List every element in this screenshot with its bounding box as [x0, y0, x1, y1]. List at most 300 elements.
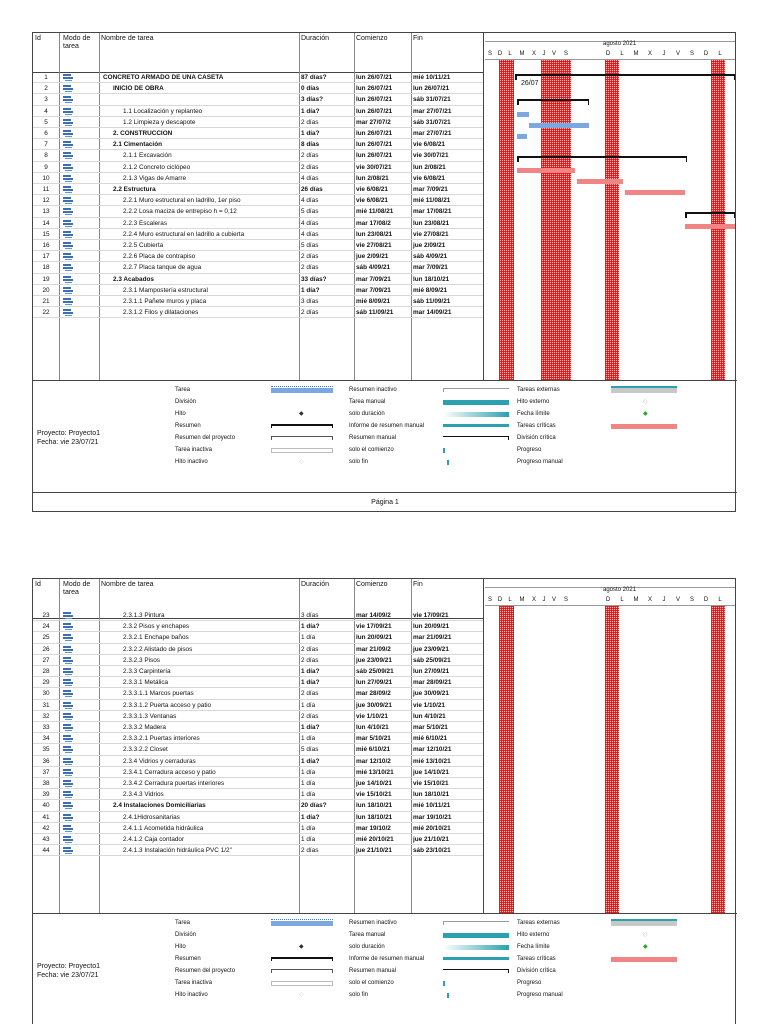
- table-row[interactable]: [33, 800, 483, 811]
- task-duration[interactable]: 2 días: [301, 118, 319, 126]
- task-end[interactable]: mar 7/09/21: [413, 264, 448, 272]
- task-end[interactable]: vie 17/09/21: [413, 612, 449, 619]
- task-start[interactable]: jue 2/09/21: [356, 253, 389, 261]
- task-start[interactable]: mié 6/10/21: [356, 746, 391, 754]
- legend-label: solo duración: [349, 411, 385, 417]
- task-name[interactable]: 2.1.1 Excavación: [123, 152, 172, 160]
- table-row[interactable]: [33, 812, 483, 823]
- legend-label: Hito: [175, 944, 186, 950]
- task-name[interactable]: 2.2.6 Placa de contrapiso: [123, 253, 196, 261]
- task-end[interactable]: lun 2/08/21: [413, 163, 446, 171]
- task-name[interactable]: 2.3.1.3 Pintura: [123, 612, 165, 619]
- table-row[interactable]: [33, 117, 483, 128]
- task-end[interactable]: mié 11/08/21: [413, 197, 451, 205]
- task-name[interactable]: 2.2.3 Escaleras: [123, 219, 168, 227]
- task-name[interactable]: 2.3.1.1 Pañete muros y placa: [123, 298, 207, 305]
- task-start[interactable]: lun 23/08/21: [356, 230, 393, 238]
- task-duration[interactable]: 1 día: [301, 634, 316, 642]
- legend-label: Tareas externas: [517, 387, 560, 393]
- task-end[interactable]: jue 14/10/21: [413, 768, 449, 776]
- task-duration[interactable]: 1 día?: [301, 130, 320, 137]
- task-start[interactable]: mar 12/10/2: [356, 757, 391, 765]
- task-name[interactable]: 2.3.3.1.1 Marcos puertas: [123, 690, 194, 698]
- task-duration[interactable]: 2 días: [301, 264, 319, 272]
- task-end[interactable]: sáb 25/09/21: [413, 656, 451, 664]
- legend-swatch: [271, 919, 333, 920]
- task-name[interactable]: 2.3.2.1 Enchape baños: [123, 634, 189, 642]
- task-duration[interactable]: 1 día?: [301, 724, 320, 731]
- task-end[interactable]: mar 12/10/21: [413, 746, 452, 754]
- task-name[interactable]: 1.1 Localización y replanteo: [123, 107, 203, 115]
- timeline-day-label: J: [542, 597, 546, 603]
- task-end[interactable]: vie 1/10/21: [413, 701, 445, 709]
- table-row[interactable]: [33, 845, 483, 856]
- table-row[interactable]: [33, 173, 483, 184]
- task-start[interactable]: lun 27/09/21: [356, 679, 393, 687]
- task-start[interactable]: mar 7/09/21: [356, 286, 391, 294]
- critical-bar: [685, 224, 735, 229]
- task-duration[interactable]: 1 día: [301, 791, 316, 799]
- task-id: 9: [44, 163, 48, 171]
- legend-label: Resumen del proyecto: [175, 968, 236, 974]
- task-end[interactable]: mié 13/10/21: [413, 757, 451, 765]
- task-end[interactable]: jue 2/09/21: [413, 242, 446, 249]
- task-start[interactable]: vie 27/08/21: [356, 242, 392, 249]
- legend-label: Informe de resumen manual: [349, 956, 425, 962]
- task-name[interactable]: 2.1.3 Vigas de Amarre: [123, 174, 187, 182]
- task-start[interactable]: vie 6/08/21: [356, 197, 388, 205]
- task-start[interactable]: lun 26/07/21: [356, 96, 393, 104]
- timeline-day-label: V: [675, 51, 680, 57]
- table-row[interactable]: [33, 162, 483, 173]
- task-start[interactable]: mar 19/10/2: [356, 824, 391, 832]
- task-start[interactable]: lun 2/08/21: [356, 174, 389, 182]
- task-duration[interactable]: 2 días: [301, 847, 319, 855]
- task-duration[interactable]: 1 día?: [301, 679, 320, 687]
- task-bar: [517, 134, 527, 139]
- task-start[interactable]: mar 28/09/2: [356, 690, 391, 698]
- timeline-day-label: V: [675, 597, 680, 603]
- task-start[interactable]: lun 26/07/21: [356, 85, 393, 93]
- task-duration[interactable]: 1 día?: [301, 668, 320, 675]
- task-start[interactable]: mié 11/08/21: [356, 208, 394, 216]
- task-end[interactable]: mar 27/07/21: [413, 130, 452, 137]
- task-start[interactable]: lun 20/09/21: [356, 634, 393, 642]
- project-name: Proyecto: Proyecto1: [37, 963, 101, 970]
- summary-bar: [517, 99, 589, 101]
- task-start[interactable]: mar 7/09/21: [356, 275, 391, 283]
- legend-label: Resumen: [175, 956, 201, 962]
- legend-label: solo fin: [349, 992, 369, 998]
- task-end[interactable]: mar 28/09/21: [413, 679, 452, 687]
- task-name[interactable]: 2.3.3 Carpintería: [123, 668, 171, 675]
- task-duration[interactable]: 1 día?: [301, 286, 320, 294]
- task-duration[interactable]: 2 días: [301, 690, 319, 698]
- task-id: 4: [44, 107, 48, 115]
- task-name[interactable]: 2.3.4.1 Cerradura acceso y patio: [123, 768, 216, 776]
- table-row[interactable]: [33, 711, 483, 722]
- task-duration[interactable]: 87 días?: [301, 74, 327, 81]
- table-row[interactable]: [33, 610, 483, 621]
- task-id: 5: [44, 118, 48, 126]
- task-name[interactable]: 2.4 Instalaciones Domiciliarias: [113, 802, 206, 810]
- task-name[interactable]: 2. CONSTRUCCION: [113, 130, 173, 137]
- task-duration[interactable]: 1 día: [301, 824, 316, 832]
- legend-label: Resumen manual: [349, 968, 397, 974]
- task-bar: [517, 112, 529, 117]
- table-row[interactable]: [33, 128, 483, 139]
- legend-label: Tarea inactiva: [175, 980, 213, 986]
- timeline-day-label: L: [508, 51, 512, 57]
- task-end[interactable]: vie 15/10/21: [413, 780, 449, 787]
- task-end[interactable]: vie 6/08/21: [413, 141, 445, 149]
- table-row[interactable]: [33, 285, 483, 296]
- task-duration[interactable]: 8 días: [301, 141, 320, 149]
- task-duration[interactable]: 0 días: [301, 85, 320, 93]
- legend-swatch: [611, 919, 677, 921]
- task-duration[interactable]: 4 días: [301, 174, 319, 182]
- timeline-day-label: M: [633, 597, 639, 603]
- table-row[interactable]: [33, 778, 483, 789]
- table-row[interactable]: [33, 106, 483, 117]
- table-row[interactable]: [33, 139, 483, 150]
- task-id: 1: [44, 74, 48, 81]
- task-name[interactable]: 2.3.2.3 Pisos: [123, 656, 160, 664]
- legend-label: Hito externo: [517, 399, 550, 405]
- col-mode-header: Modo de tarea: [63, 35, 91, 50]
- task-start[interactable]: jue 23/09/21: [356, 656, 392, 664]
- legend-swatch: [443, 969, 509, 973]
- legend-label: Resumen inactivo: [349, 920, 397, 926]
- task-name[interactable]: 2.2.2 Losa maciza de entrepiso h = 0,12: [123, 208, 237, 216]
- task-end[interactable]: lun 26/07/21: [413, 85, 450, 93]
- task-name[interactable]: 2.3 Acabados: [113, 275, 154, 283]
- timeline-day-label: D: [703, 51, 709, 57]
- table-row[interactable]: [33, 83, 483, 94]
- task-name[interactable]: 1.2 Limpieza y descapote: [123, 118, 196, 126]
- task-name[interactable]: 2.3.2 Pisos y enchapes: [123, 623, 190, 631]
- task-duration[interactable]: 2 días: [301, 712, 319, 720]
- task-duration[interactable]: 5 días: [301, 242, 319, 249]
- timeline-day-label: J: [542, 51, 546, 57]
- task-end[interactable]: lun 4/10/21: [413, 712, 446, 720]
- table-row[interactable]: [33, 195, 483, 206]
- task-start[interactable]: jue 21/10/21: [356, 847, 392, 855]
- legend-label: Tareas críticas: [517, 423, 556, 429]
- task-end[interactable]: sáb 23/10/21: [413, 847, 451, 855]
- task-end[interactable]: mié 10/11/21: [413, 802, 451, 810]
- table-row[interactable]: [33, 251, 483, 262]
- task-id: 24: [42, 623, 50, 631]
- task-name[interactable]: 2.2.1 Muro estructural en ladrillo, 1er piso: [123, 197, 241, 205]
- task-id: 21: [42, 298, 50, 305]
- task-duration[interactable]: 1 día?: [301, 623, 320, 631]
- task-end[interactable]: lun 18/10/21: [413, 275, 450, 283]
- legend-swatch: [611, 921, 677, 926]
- task-end[interactable]: mié 10/11/21: [413, 74, 451, 81]
- task-id: 37: [42, 768, 50, 776]
- task-start[interactable]: jue 14/10/21: [356, 780, 392, 787]
- task-name[interactable]: 2.2.5 Cubierta: [123, 242, 164, 249]
- task-end[interactable]: vie 6/08/21: [413, 174, 445, 182]
- task-duration[interactable]: 5 días: [301, 746, 319, 754]
- task-duration[interactable]: 2 días: [301, 152, 319, 160]
- task-end[interactable]: mar 17/08/21: [413, 208, 452, 216]
- table-row[interactable]: [33, 700, 483, 711]
- table-row[interactable]: [33, 184, 483, 195]
- task-name[interactable]: 2.3.3.2.1 Puertas interiores: [123, 735, 200, 743]
- timeline-day-label: J: [662, 51, 666, 57]
- task-name[interactable]: 2.2.7 Placa tanque de agua: [123, 264, 202, 272]
- task-end[interactable]: vie 30/07/21: [413, 152, 449, 160]
- timeline-day-label: S: [563, 597, 568, 603]
- gantt-timeline: [485, 579, 735, 913]
- task-duration[interactable]: 1 día?: [301, 813, 320, 821]
- legend-label: Tarea manual: [349, 932, 386, 938]
- task-start[interactable]: sáb 4/09/21: [356, 264, 391, 272]
- task-end[interactable]: lun 18/10/21: [413, 791, 450, 799]
- task-name[interactable]: 2.3.1.2 Filos y dilataciones: [123, 309, 199, 317]
- task-id: 18: [42, 264, 50, 272]
- task-duration[interactable]: 3 días?: [301, 96, 324, 104]
- col-start-header: Comienzo: [356, 581, 388, 588]
- legend-label: solo el comienzo: [349, 447, 394, 453]
- task-duration[interactable]: 1 día?: [301, 757, 320, 765]
- timeline-day-label: L: [620, 597, 624, 603]
- task-id: 31: [42, 701, 50, 709]
- task-duration[interactable]: 1 día: [301, 780, 316, 787]
- timeline-day-label: S: [689, 597, 694, 603]
- task-end[interactable]: mar 5/10/21: [413, 724, 448, 731]
- table-row[interactable]: [33, 621, 483, 632]
- task-duration[interactable]: 2 días: [301, 163, 319, 171]
- task-start[interactable]: vie 1/10/21: [356, 712, 388, 720]
- task-start[interactable]: mié 8/09/21: [356, 298, 391, 305]
- task-name[interactable]: 2.2.4 Muro estructural en ladrillo a cubierta: [123, 230, 245, 238]
- legend-label: Progreso: [517, 447, 542, 453]
- task-name[interactable]: 2.3.4.2 Cerradura puertas interiores: [123, 780, 225, 787]
- task-start[interactable]: mar 17/08/2: [356, 219, 391, 227]
- task-id: 20: [42, 286, 50, 294]
- timeline-day-label: S: [563, 51, 568, 57]
- task-end[interactable]: mié 20/10/21: [413, 824, 451, 832]
- task-id: 26: [42, 645, 50, 653]
- task-duration[interactable]: 33 días?: [301, 275, 327, 283]
- task-start[interactable]: lun 26/07/21: [356, 141, 393, 149]
- task-name[interactable]: 2.3.4.3 Vidrios: [123, 791, 164, 799]
- task-name[interactable]: 2.4.1.3 Instalación hidráulica PVC 1/2": [123, 847, 232, 855]
- table-row[interactable]: [33, 150, 483, 161]
- timeline-day-label: X: [531, 51, 536, 57]
- timeline-day-label: L: [718, 51, 722, 57]
- task-duration[interactable]: 1 día: [301, 836, 316, 843]
- task-end[interactable]: mar 7/09/21: [413, 186, 448, 193]
- task-duration[interactable]: 26 días: [301, 186, 323, 193]
- task-id: 2: [44, 85, 48, 93]
- table-row[interactable]: [33, 722, 483, 733]
- task-id: 40: [42, 802, 50, 810]
- task-name[interactable]: 2.3.2.2 Alistado de pisos: [123, 645, 193, 653]
- task-end[interactable]: jue 30/09/21: [413, 690, 449, 698]
- summary-bar: [515, 74, 735, 76]
- task-id: 23: [42, 612, 50, 619]
- nonworking-band: [605, 606, 619, 913]
- task-name[interactable]: 2.4.1Hidrosanitarias: [123, 813, 180, 821]
- table-row[interactable]: [33, 655, 483, 666]
- nonworking-band: [711, 606, 725, 913]
- task-duration[interactable]: 1 día: [301, 768, 316, 776]
- legend-swatch: [271, 969, 333, 973]
- task-name[interactable]: 2.1.2 Concreto ciclópeo: [123, 163, 191, 171]
- task-end[interactable]: sáb 31/07/21: [413, 96, 451, 104]
- task-start[interactable]: mar 27/07/2: [356, 118, 391, 126]
- timeline-day-label: M: [633, 51, 639, 57]
- task-duration[interactable]: 2 días: [301, 645, 319, 653]
- task-start[interactable]: mar 21/09/2: [356, 645, 391, 653]
- task-start[interactable]: mar 14/09/2: [356, 612, 391, 619]
- task-duration[interactable]: 1 día: [301, 735, 316, 743]
- legend-swatch: [443, 388, 509, 392]
- table-row[interactable]: [33, 72, 483, 83]
- task-name[interactable]: 2.4.1.1 Acometida hidráulica: [123, 824, 204, 832]
- table-row[interactable]: [33, 666, 483, 677]
- task-name[interactable]: 2.3.4 Vidrios y cerraduras: [123, 757, 196, 765]
- legend-label: División crítica: [517, 435, 556, 441]
- table-row[interactable]: [33, 789, 483, 800]
- task-start[interactable]: vie 6/08/21: [356, 186, 388, 193]
- legend-label: División crítica: [517, 968, 556, 974]
- task-start[interactable]: mar 5/10/21: [356, 735, 391, 743]
- task-end[interactable]: sáb 11/09/21: [413, 298, 451, 305]
- task-name[interactable]: 2.2 Estructura: [113, 186, 156, 193]
- task-duration[interactable]: 5 días: [301, 208, 319, 216]
- task-duration[interactable]: 4 días: [301, 197, 319, 205]
- timeline-day-label: L: [620, 51, 624, 57]
- timeline-day-label: S: [487, 51, 492, 57]
- task-start[interactable]: mié 13/10/21: [356, 768, 394, 776]
- legend-label: Resumen manual: [349, 435, 397, 441]
- table-row[interactable]: [33, 229, 483, 240]
- task-start[interactable]: lun 26/07/21: [356, 152, 393, 160]
- table-row[interactable]: [33, 767, 483, 778]
- task-start[interactable]: jue 30/09/21: [356, 701, 392, 709]
- task-id: 43: [42, 836, 50, 843]
- task-end[interactable]: sáb 4/09/21: [413, 253, 448, 261]
- table-row[interactable]: [33, 94, 483, 105]
- task-duration[interactable]: 4 días: [301, 230, 319, 238]
- table-row[interactable]: [33, 218, 483, 229]
- task-end[interactable]: mar 27/07/21: [413, 107, 452, 115]
- task-end[interactable]: sáb 31/07/21: [413, 118, 451, 126]
- col-name-header: Nombre de tarea: [101, 35, 154, 42]
- col-duration-header: Duración: [301, 581, 330, 588]
- task-end[interactable]: jue 23/09/21: [413, 645, 449, 653]
- task-id: 38: [42, 780, 50, 787]
- task-duration[interactable]: 2 días: [301, 309, 319, 317]
- task-duration[interactable]: 1 día: [301, 701, 316, 709]
- task-end[interactable]: mar 14/09/21: [413, 309, 452, 317]
- task-start[interactable]: lun 4/10/21: [356, 724, 389, 731]
- table-row[interactable]: [33, 823, 483, 834]
- task-end[interactable]: mié 8/09/21: [413, 286, 448, 294]
- table-row[interactable]: [33, 262, 483, 273]
- task-start[interactable]: lun 26/07/21: [356, 107, 393, 115]
- legend-label: Hito inactivo: [175, 992, 208, 998]
- col-mode-header: Modo de tarea: [63, 581, 91, 596]
- task-end[interactable]: lun 23/08/21: [413, 219, 450, 227]
- nonworking-band: [499, 606, 514, 913]
- task-duration[interactable]: 2 días: [301, 656, 319, 664]
- table-row[interactable]: [33, 274, 483, 285]
- task-end[interactable]: lun 20/09/21: [413, 623, 450, 631]
- table-row[interactable]: [33, 644, 483, 655]
- task-name[interactable]: 2.3.3.2.2 Closet: [123, 746, 168, 754]
- task-end[interactable]: mar 19/10/21: [413, 813, 452, 821]
- legend-swatch: [271, 386, 333, 387]
- task-name[interactable]: 2.1 Cimentación: [113, 141, 163, 149]
- task-duration[interactable]: 3 días: [301, 612, 319, 619]
- task-name[interactable]: INICIO DE OBRA: [113, 85, 164, 93]
- table-row[interactable]: [33, 677, 483, 688]
- task-start[interactable]: vie 15/10/21: [356, 791, 392, 799]
- task-start[interactable]: lun 18/10/21: [356, 813, 393, 821]
- table-row[interactable]: [33, 756, 483, 767]
- task-name[interactable]: 2.3.1 Mampostería estructural: [123, 286, 208, 294]
- task-start[interactable]: vie 30/07/21: [356, 163, 392, 171]
- task-duration[interactable]: 2 días: [301, 253, 319, 261]
- table-row[interactable]: [33, 206, 483, 217]
- task-duration[interactable]: 20 días?: [301, 802, 327, 810]
- table-row[interactable]: [33, 733, 483, 744]
- task-name[interactable]: 2.3.3.1.3 Ventanas: [123, 712, 177, 720]
- task-id: 28: [42, 668, 50, 675]
- task-end[interactable]: mié 6/10/21: [413, 735, 448, 743]
- legend-label: Fecha límite: [517, 411, 550, 417]
- task-start[interactable]: lun 26/07/21: [356, 130, 393, 137]
- task-name[interactable]: 2.3.3.2 Madera: [123, 724, 166, 731]
- table-row[interactable]: [33, 688, 483, 699]
- task-id: 13: [42, 208, 50, 216]
- task-duration[interactable]: 3 días: [301, 298, 319, 305]
- task-start[interactable]: mié 20/10/21: [356, 836, 394, 843]
- legend-label: Resumen del proyecto: [175, 435, 236, 441]
- task-start[interactable]: sáb 25/09/21: [356, 668, 394, 675]
- table-row[interactable]: [33, 240, 483, 251]
- task-name[interactable]: 2.3.3.1.2 Puerta acceso y patio: [123, 701, 212, 709]
- task-start[interactable]: lun 18/10/21: [356, 802, 393, 810]
- task-end[interactable]: lun 27/09/21: [413, 668, 450, 675]
- table-row[interactable]: [33, 296, 483, 307]
- table-row[interactable]: [33, 744, 483, 755]
- task-end[interactable]: mar 21/09/21: [413, 634, 452, 642]
- task-name[interactable]: 2.4.1.2 Caja contador: [123, 836, 185, 843]
- timeline-day-label: X: [647, 51, 652, 57]
- table-row[interactable]: [33, 307, 483, 318]
- timeline-day-label: D: [605, 51, 611, 57]
- task-end[interactable]: vie 27/08/21: [413, 230, 449, 238]
- task-start[interactable]: vie 17/09/21: [356, 623, 392, 631]
- task-duration[interactable]: 1 día?: [301, 107, 320, 115]
- task-name[interactable]: CONCRETO ARMADO DE UNA CASETA: [103, 74, 224, 81]
- table-row[interactable]: [33, 632, 483, 643]
- legend-swatch: [611, 424, 677, 429]
- task-end[interactable]: jue 21/10/21: [413, 836, 449, 843]
- task-start[interactable]: sáb 11/09/21: [356, 309, 394, 317]
- task-start[interactable]: lun 26/07/21: [356, 74, 393, 81]
- table-row[interactable]: [33, 834, 483, 845]
- task-duration[interactable]: 4 días: [301, 219, 319, 227]
- task-name[interactable]: 2.3.3.1 Metálica: [123, 679, 169, 687]
